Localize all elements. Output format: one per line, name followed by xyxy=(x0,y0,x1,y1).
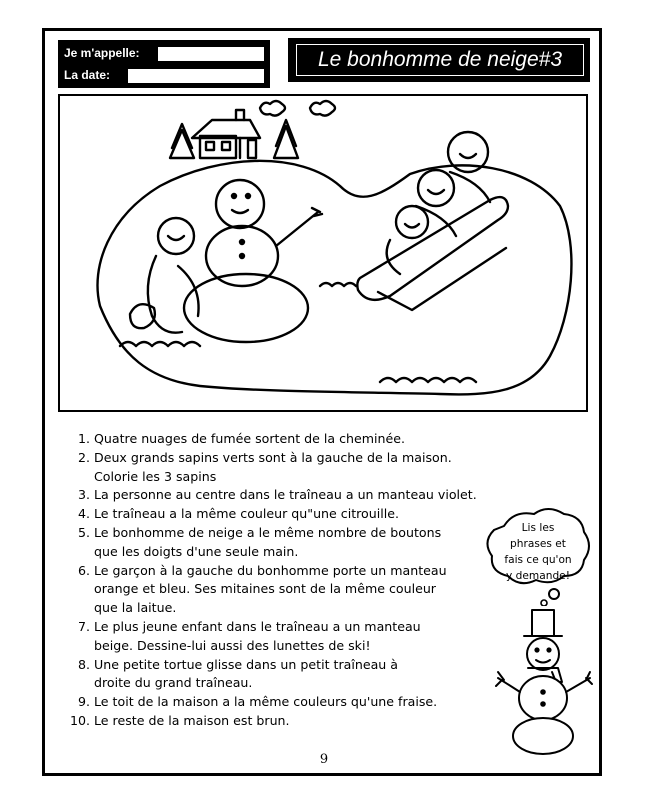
snowman-icon xyxy=(492,606,596,756)
list-item-continuation: orange et bleu. Ses mitaines sont de la même couleur xyxy=(94,581,436,597)
page-title: Le bonhomme de neige#3 xyxy=(317,48,563,71)
list-item-continuation: droite du grand traîneau. xyxy=(94,675,253,691)
list-item: 5. Le bonhomme de neige a le même nombre de boutons xyxy=(77,524,442,540)
page-number: 9 xyxy=(319,752,329,767)
name-field[interactable] xyxy=(158,47,264,61)
date-field[interactable] xyxy=(128,69,264,83)
list-item: 9. Le toit de la maison a la même couleurs qu'une fraise. xyxy=(77,694,438,710)
list-item: 3. La personne au centre dans le traîneau a un manteau violet. xyxy=(77,487,477,503)
list-item: 7. Le plus jeune enfant dans le traîneau a un manteau xyxy=(77,618,421,634)
list-item: 2. Deux grands sapins verts sont à la gauche de la maison. xyxy=(77,449,452,465)
name-date-box xyxy=(58,40,270,88)
name-label: Je m'appelle: xyxy=(64,46,140,60)
list-item: 4. Le traîneau a la même couleur qu"une citrouille. xyxy=(77,506,399,522)
winter-sledding-scene-icon xyxy=(60,96,586,410)
list-item: 1. Quatre nuages de fumée sortent de la cheminée. xyxy=(77,431,406,446)
bubble-text: Lis les phrases et fais ce qu'on y demande! xyxy=(504,522,572,582)
list-item-continuation: que les doigts d'une seule main. xyxy=(94,543,299,559)
list-item: 10. Le reste de la maison est brun. xyxy=(69,712,290,728)
list-item: 8. Une petite tortue glisse dans un petit traîneau à xyxy=(77,656,399,672)
instruction-list xyxy=(62,430,502,731)
list-item-continuation: Colorie les 3 sapins xyxy=(94,468,217,484)
date-label: La date: xyxy=(64,68,111,82)
list-item: 6. Le garçon à la gauche du bonhomme porte un manteau xyxy=(77,562,447,578)
illustration-frame xyxy=(58,94,588,412)
title-box xyxy=(288,38,590,82)
list-item-continuation: beige. Dessine-lui aussi des lunettes de ski! xyxy=(94,637,371,653)
list-item-continuation: que la laitue. xyxy=(94,600,177,616)
